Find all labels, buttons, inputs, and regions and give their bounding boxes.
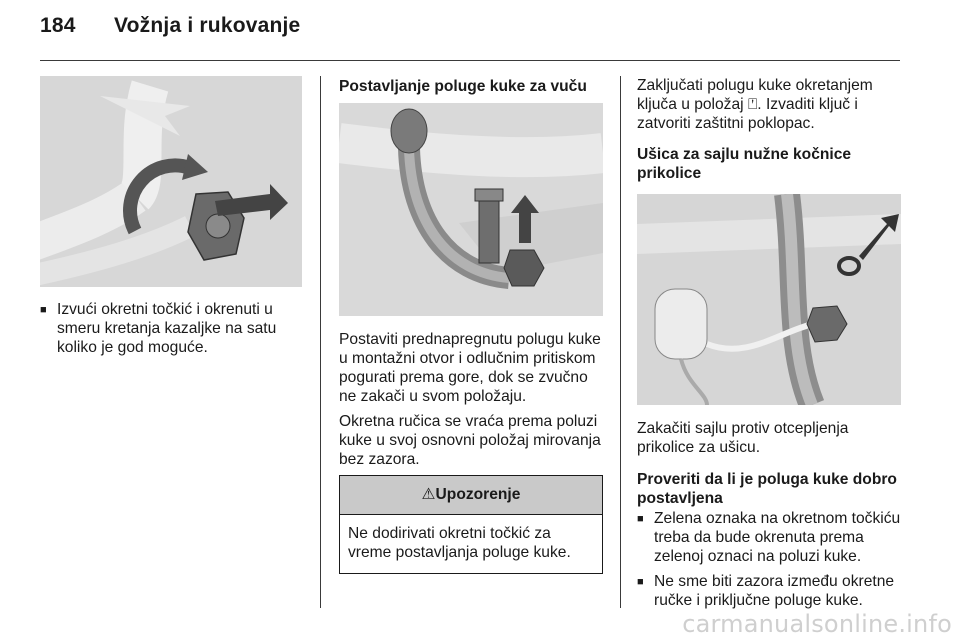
illustration-tow-bar-insertion xyxy=(339,103,603,316)
column-1 xyxy=(40,76,302,357)
watermark: carmanualsonline.info xyxy=(682,610,952,638)
section-heading-check: Proveriti da li je poluga kuke dobro postavljena xyxy=(637,471,897,507)
column-divider-2 xyxy=(620,76,621,608)
column-3 xyxy=(637,76,901,610)
check-bullet-1: ■ Zelena oznaka na okretnom točkiću treba da bude okrenuta prema zelenoj oznaci na poluzi kuke. xyxy=(637,509,901,566)
instruction-bullet: ■ Izvući okretni točkić i okrenuti u smeru kretanja kazaljke na satu koliko je god moguće. xyxy=(40,300,302,357)
warning-text: Ne dodirivati okretni točkić za vreme postavljanja poluge kuke. xyxy=(348,525,571,561)
header-rule xyxy=(40,60,900,61)
warning-header xyxy=(340,476,602,515)
paragraph-lock-bar: Zaključati polugu kuke okretanjem ključa u položaj ⍞. Izvaditi ključ i zatvoriti zaštitni poklopac. xyxy=(637,77,873,132)
section-heading-installing: Postavljanje poluge kuke za vuču xyxy=(339,78,587,95)
column-2 xyxy=(339,76,603,574)
paragraph-insert-bar: Postaviti prednapregnutu polugu kuke u montažni otvor i odlučnim pritiskom pogurati prema gore, dok se zvučno ne zakači u svom položaju. xyxy=(339,331,601,405)
illustration-rotary-knob xyxy=(40,76,302,287)
warning-triangle-icon: ⚠ xyxy=(421,486,436,503)
warning-box xyxy=(339,475,603,574)
paragraph-handle-returns: Okretna ručica se vraća prema poluzi kuke u svoj osnovni položaj mirovanja bez zazora. xyxy=(339,413,601,468)
page-title: Vožnja i rukovanje xyxy=(114,14,301,37)
warning-title: Upozorenje xyxy=(435,486,521,503)
column-divider-1 xyxy=(320,76,321,608)
paragraph-attach-cable: Zakačiti sajlu protiv otcepljenja prikolice za ušicu. xyxy=(637,420,849,456)
page-number: 184 xyxy=(40,14,76,37)
section-heading-eyelet: Ušica za sajlu nužne kočnice prikolice xyxy=(637,146,852,182)
check-bullet-2: ■ Ne sme biti zazora između okretne ručke i priključne poluge kuke. xyxy=(637,572,901,610)
illustration-cable-eyelet xyxy=(637,194,901,405)
page-header xyxy=(40,14,300,38)
